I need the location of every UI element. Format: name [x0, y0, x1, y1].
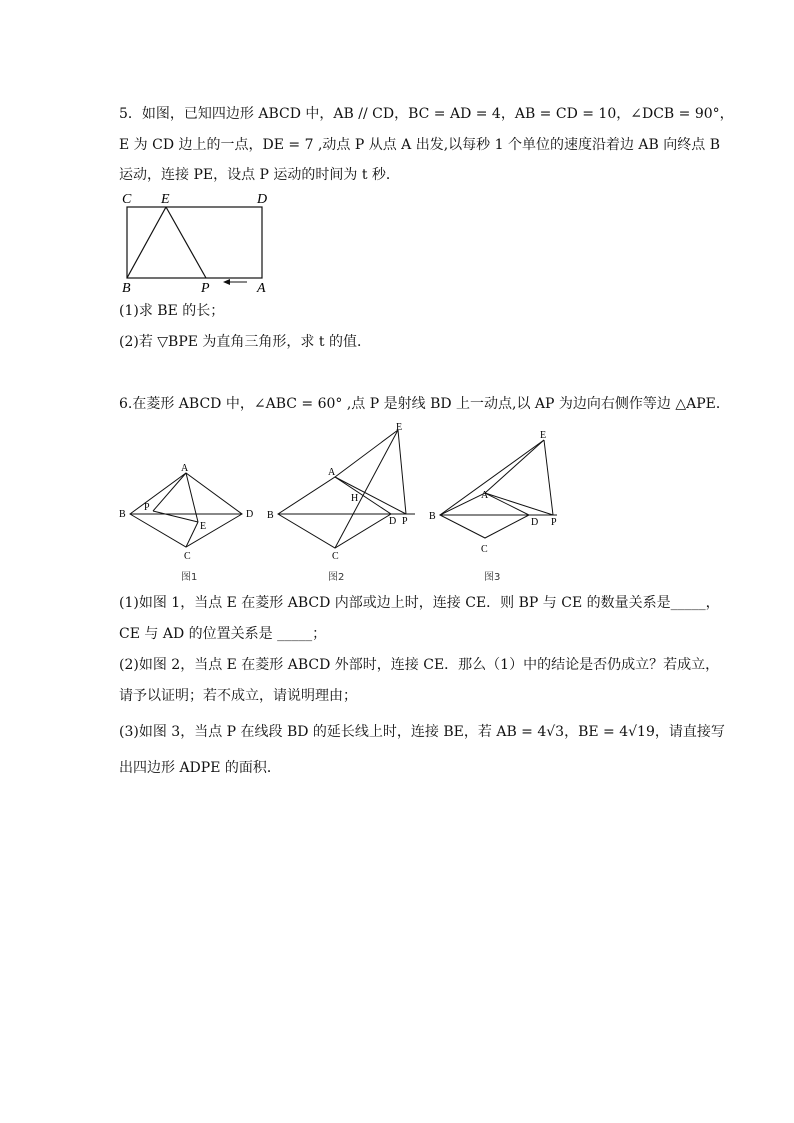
label-e: E — [161, 192, 170, 207]
segment-ae — [335, 430, 398, 477]
fig3-label-d: D — [531, 517, 539, 528]
fig1-label-d: D — [246, 509, 254, 520]
fig2-label-d: D — [389, 516, 397, 527]
p5-line3: 运动，连接 PE，设点 P 运动的时间为 t 秒． — [119, 167, 400, 183]
fig1-label-e: E — [200, 521, 207, 532]
p5-rectangle-figure — [115, 188, 275, 296]
p6-q1-line2: CE 与 AD 的位置关系是 _____； — [119, 626, 327, 642]
fig3-label-b: B — [429, 511, 436, 522]
p5-line1: 5．如图，已知四边形 ABCD 中，AB // CD，BC = AD = 4，AB = CD = 10，∠DCB = 90°， — [119, 106, 734, 122]
segment-ep — [166, 207, 206, 278]
p5-line2: E 为 CD 边上的一点，DE = 7 ,动点 P 从点 A 出发,以每秒 1 个单位的速度沿着边 AB 向终点 B — [119, 137, 721, 153]
fig2-label-a: A — [328, 467, 336, 478]
label-d: D — [257, 192, 268, 207]
label-a: A — [257, 281, 266, 296]
segment-be — [440, 440, 544, 515]
label-c: C — [122, 192, 132, 207]
fig3-label-c: C — [481, 544, 488, 555]
p6-q2-line1: (2)如图 2，当点 E 在菱形 ABCD 外部时，连接 CE．那么（1）中的结论是否仍成立？若成立， — [119, 657, 720, 673]
fig1-label-a: A — [181, 463, 189, 474]
p6-figure1 — [115, 462, 265, 566]
arrow-head-icon — [223, 279, 230, 285]
fig1-label-p: P — [144, 502, 150, 513]
fig2-label-e: E — [396, 422, 403, 433]
fig1-caption: 图1 — [181, 572, 198, 583]
rect-cbad — [127, 207, 262, 278]
fig2-label-p: P — [402, 516, 408, 527]
p6-line1: 6.在菱形 ABCD 中，∠ABC = 60° ,点 P 是射线 BD 上一动点,以 AP 为边向右侧作等边 △APE． — [119, 396, 730, 412]
rhombus-abcd — [278, 477, 391, 548]
fig1-label-b: B — [119, 509, 126, 520]
fig1-label-c: C — [184, 551, 191, 562]
segment-ec — [335, 430, 398, 548]
p6-q2-line2: 请予以证明；若不成立，请说明理由； — [119, 688, 357, 704]
segment-pe — [153, 511, 198, 522]
segment-ep — [398, 430, 406, 514]
p6-figure3 — [427, 425, 577, 565]
segment-eb — [127, 207, 166, 278]
segment-ap — [485, 493, 553, 515]
p5-question1: (1)求 BE 的长； — [119, 303, 225, 319]
fig2-caption: 图2 — [328, 572, 345, 583]
segment-ae — [485, 440, 544, 493]
segment-ep — [544, 440, 553, 515]
p6-q1-line1: (1)如图 1，当点 E 在菱形 ABCD 内部或边上时，连接 CE．则 BP 与 CE 的数量关系是_____， — [119, 595, 720, 611]
p6-q3-line1: (3)如图 3，当点 P 在线段 BD 的延长线上时，连接 BE，若 AB = 4√3，BE = 4√19，请直接写 — [119, 724, 725, 740]
fig3-label-e: E — [540, 430, 547, 441]
label-p: P — [201, 281, 210, 296]
segment-ap — [153, 473, 186, 511]
fig2-label-b: B — [267, 510, 274, 521]
p6-q3-line2: 出四边形 ADPE 的面积． — [119, 760, 281, 776]
fig3-label-p: P — [551, 517, 557, 528]
label-b: B — [122, 281, 131, 296]
fig2-label-h: H — [351, 493, 359, 504]
p6-figure2 — [265, 420, 425, 566]
fig2-label-c: C — [332, 551, 339, 562]
fig3-label-a: A — [481, 490, 489, 501]
p5-question2: (2)若 ▽BPE 为直角三角形，求 t 的值． — [119, 334, 371, 350]
fig3-caption: 图3 — [484, 572, 501, 583]
